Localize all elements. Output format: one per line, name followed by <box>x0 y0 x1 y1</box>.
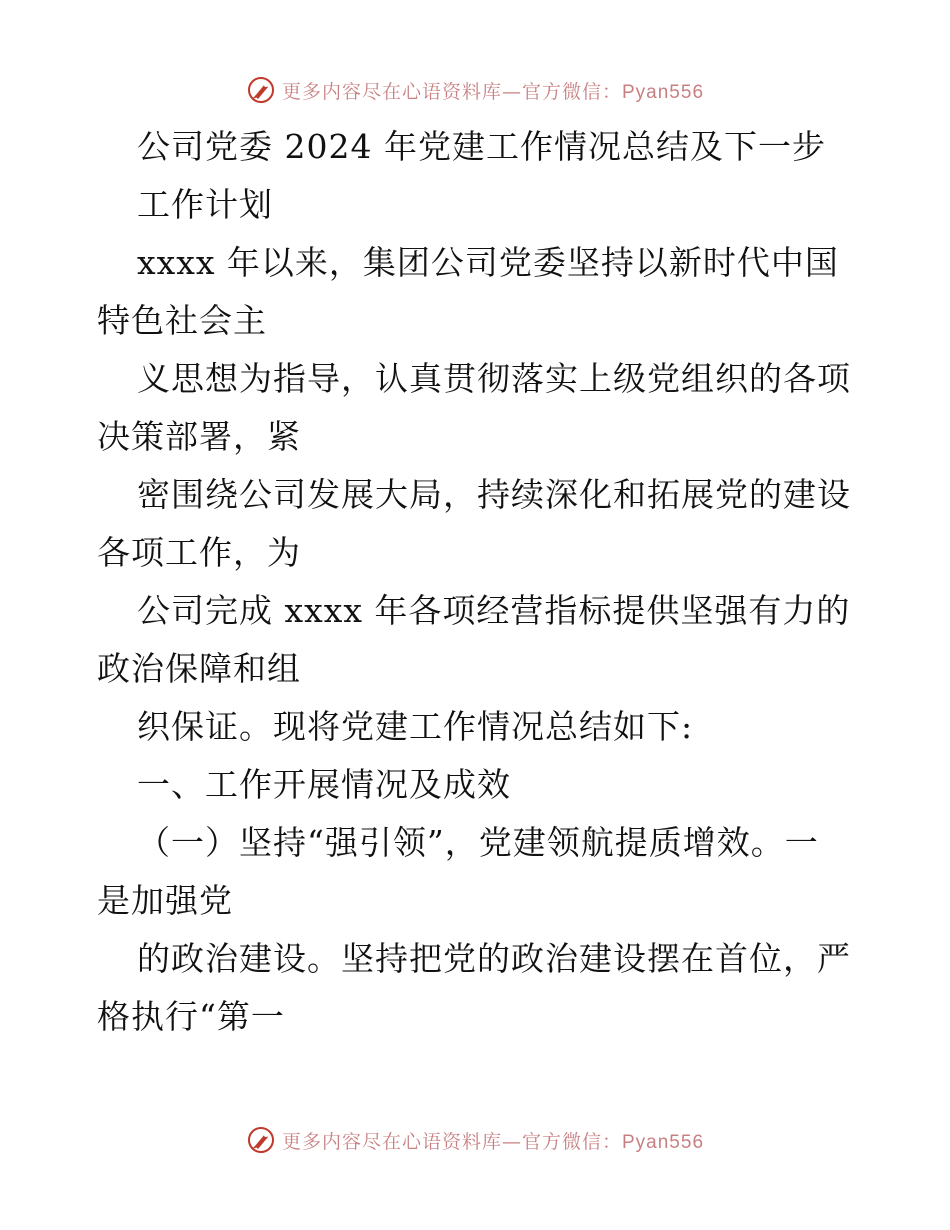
header-separator: — <box>502 80 522 103</box>
header-wechat-text: 官方微信：Pyan556 <box>522 81 705 103</box>
header-site-text: 更多内容尽在心语资料库 <box>281 80 502 103</box>
document-title-line-2: 工作计划 <box>137 185 273 224</box>
header-watermark-banner <box>0 70 950 110</box>
paragraph-line: xxxx 年以来，集团公司党委坚持以新时代中国 <box>137 243 839 282</box>
paragraph-line: 决策部署，紧 <box>97 417 301 456</box>
paragraph-line: 的政治建设。坚持把党的政治建设摆在首位，严 <box>137 939 851 978</box>
paragraph-line: 义思想为指导，认真贯彻落实上级党组织的各项 <box>137 359 851 398</box>
paragraph-line: 公司完成 xxxx 年各项经营指标提供坚强有力的 <box>137 591 851 630</box>
paragraph-line: 特色社会主 <box>97 301 267 340</box>
pen-nib-logo-icon <box>246 1125 276 1155</box>
document-body <box>97 118 867 1046</box>
paragraph-line: 政治保障和组 <box>97 649 301 688</box>
paragraph-line: 格执行“第一 <box>97 997 285 1036</box>
paragraph-line: 密围绕公司发展大局，持续深化和拓展党的建设 <box>137 475 851 514</box>
footer-watermark-banner <box>0 1120 950 1160</box>
paragraph-line: 各项工作，为 <box>97 533 301 572</box>
footer-separator: — <box>502 1130 522 1153</box>
section-heading: 一、工作开展情况及成效 <box>137 765 511 804</box>
paragraph-line: 织保证。现将党建工作情况总结如下: <box>137 707 694 746</box>
paragraph-line: （一）坚持“强引领”，党建领航提质增效。一 <box>137 823 819 862</box>
paragraph-line: 是加强党 <box>97 881 233 920</box>
document-title-line-1: 公司党委 2024 年党建工作情况总结及下一步 <box>137 127 826 166</box>
footer-wechat-text: 官方微信：Pyan556 <box>522 1131 705 1153</box>
pen-nib-logo-icon <box>246 75 276 105</box>
footer-site-text: 更多内容尽在心语资料库 <box>281 1130 502 1153</box>
